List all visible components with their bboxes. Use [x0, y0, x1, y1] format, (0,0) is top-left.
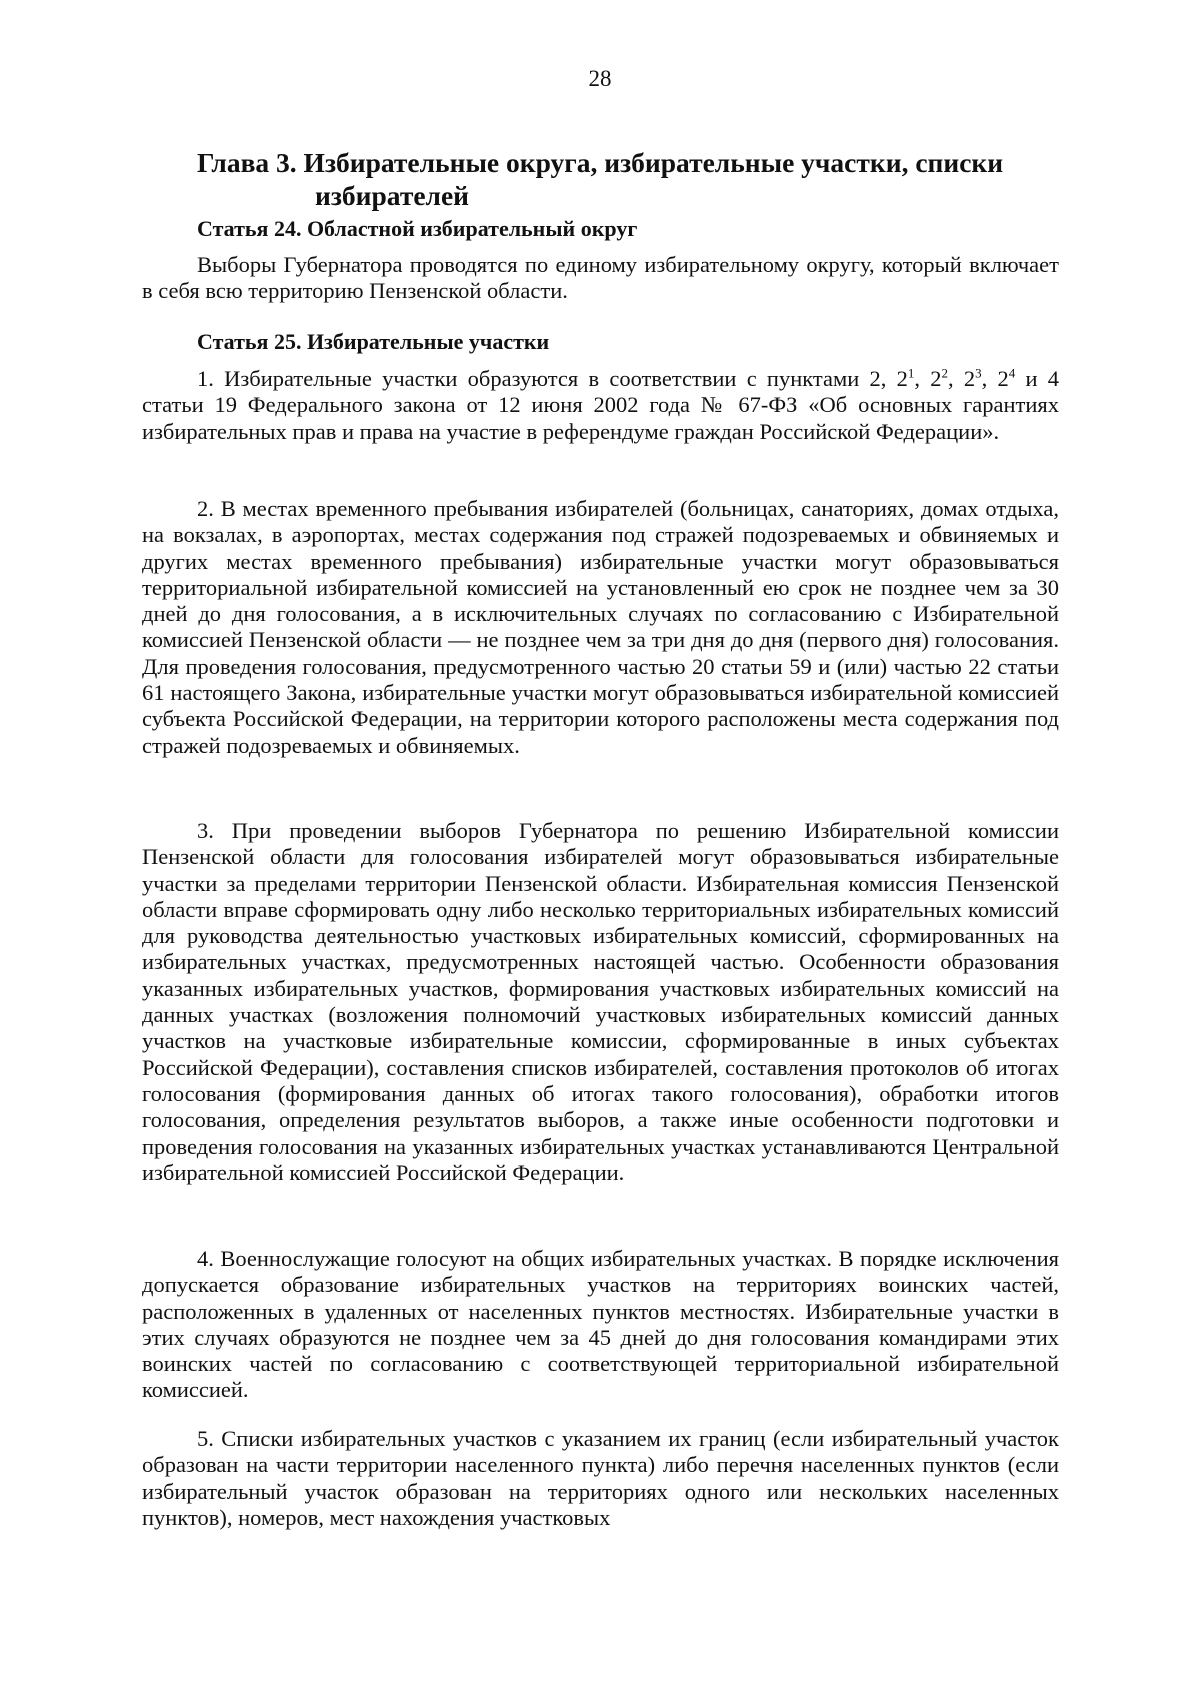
p1-sup-1: 1	[907, 365, 915, 381]
article-25-title: Статья 25. Избирательные участки	[197, 329, 550, 354]
chapter-title-line1: Глава 3. Избирательные округа, избирательные участки, списки	[197, 147, 1004, 178]
page-number: 28	[588, 66, 612, 91]
p1-text-d: , 2	[981, 366, 1009, 391]
article-25-paragraph-4: 4. Военнослужащие голосуют на общих избирательных участках. В порядке исключения допускается образование избирательных участков на территориях воинских частей, расположенных в удаленных от населенных пунктов местностях. Избирательные участки в этих случаях образуются не позднее чем за 45 дней до дня голосования командирами этих воинских частей по согласованию с соответствующей территориальной избирательной комиссией.	[142, 1246, 1059, 1403]
chapter-title	[197, 146, 1077, 212]
p1-text-b: , 2	[914, 366, 942, 391]
chapter-title-line2: избирателей	[315, 180, 470, 211]
article-25-paragraph-2: 2. В местах временного пребывания избирателей (больницах, санаториях, домах отдыха, на вокзалах, в аэропортах, местах содержания под стражей подозреваемых и обвиняемых и других местах временного пребывания) избирательные участки могут образовываться территориальной избирательной комиссией на установленный ею срок не позднее чем за 30 дней до дня голосования, а в исключительных случаях по согласованию с Избирательной комиссией Пензенской области — не позднее чем за три дня до дня (первого дня) голосования. Для проведения голосования, предусмотренного частью 20 статьи 59 и (или) частью 22 статьи 61 настоящего Закона, избирательные участки могут образовываться избирательной комиссией субъекта Российской Федерации, на территории которого расположены места содержания под стражей подозреваемых и обвиняемых.	[142, 496, 1059, 758]
p1-text-e: и 4 статьи 19 Федерального закона от 12 июня 2002 года № 67-ФЗ «Об основных гарантиях избирательных прав и права на участие в референдуме граждан Российской Федерации».	[142, 366, 1060, 444]
article-25-paragraph-3: 3. При проведении выборов Губернатора по решению Избирательной комиссии Пензенской области для голосования избирателей могут образовываться избирательные участки за пределами территории Пензенской области. Избирательная комиссия Пензенской области вправе сформировать одну либо несколько территориальных избирательных комиссий для руководства деятельностью участковых избирательных комиссий, сформированных на избирательных участках, предусмотренных настоящей частью. Особенности образования указанных избирательных участков, формирования участковых избирательных комиссий на данных участках (возложения полномочий участковых избирательных комиссий данных участков на участковые избирательные комиссии, сформированные в иных субъектах Российской Федерации), составления списков избирателей, составления протоколов об итогах голосования (формирования данных об итогах такого голосования), обработки итогов голосования, определения результатов выборов, а также иные особенности подготовки и проведения голосования на указанных избирательных участках устанавливаются Центральной избирательной комиссией Российской Федерации.	[142, 818, 1059, 1185]
article-25-paragraph-1	[142, 366, 1059, 445]
p1-sup-2: 2	[941, 365, 949, 381]
article-24-title: Статья 24. Областной избирательный округ	[197, 216, 638, 241]
p1-text-c: , 2	[948, 366, 976, 391]
p1-sup-3: 3	[975, 365, 982, 381]
article-24-text: Выборы Губернатора проводятся по единому избирательному округу, который включает в себя всю территорию Пензенской области.	[142, 252, 1059, 304]
p1-text-a: 1. Избирательные участки образуются в соответствии с пунктами 2, 2	[197, 366, 908, 391]
p1-sup-4: 4	[1008, 365, 1016, 381]
article-25-paragraph-5: 5. Списки избирательных участков с указанием их границ (если избирательный участок образован на части территории населенного пункта) либо перечня населенных пунктов (если избирательный участок образован на территориях одного или нескольких населенных пунктов), номеров, мест нахождения участковых	[142, 1426, 1059, 1530]
